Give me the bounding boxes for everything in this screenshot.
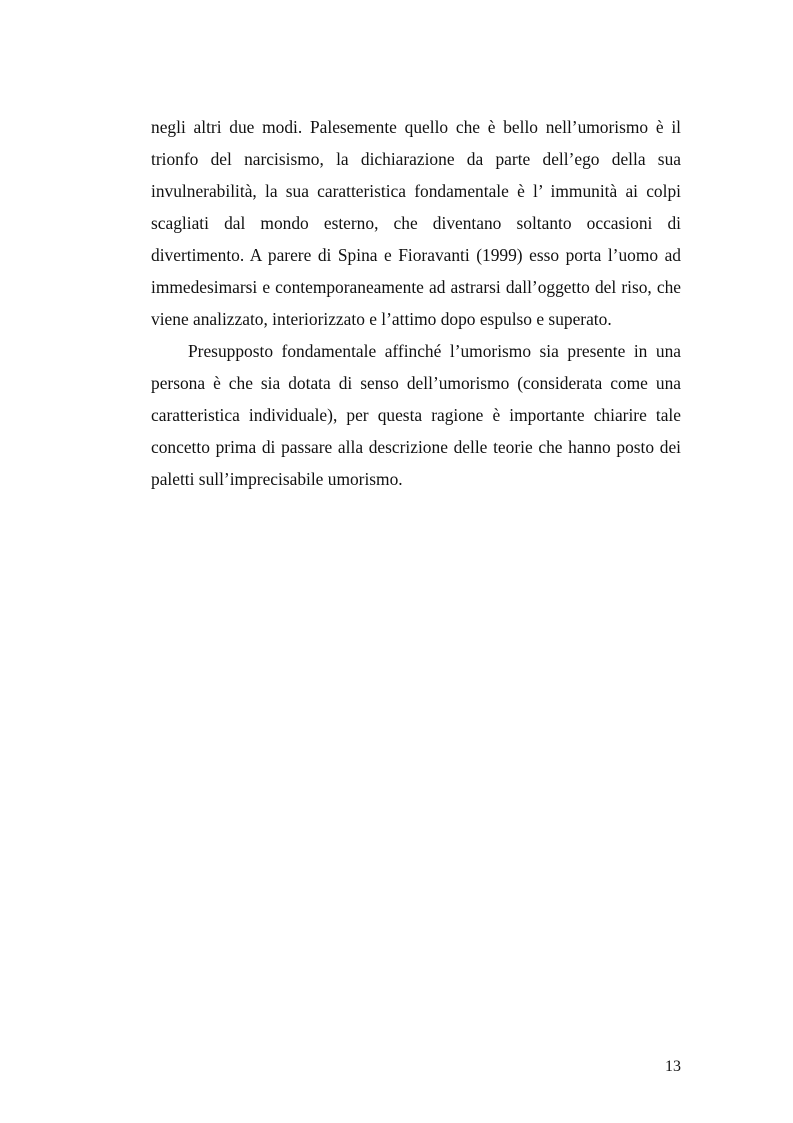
paragraph-sense-of-humor: Presupposto fondamentale affinché l’umorismo sia presente in una persona è che sia dotata di senso dell’umorismo (considerata come una caratteristica individuale), per questa ragione è importante chiarire tale concetto prima di passare alla descrizione delle teorie che hanno posto dei paletti sull’imprecisabile umorismo. xyxy=(151,341,681,489)
page-number: 13 xyxy=(665,1058,681,1075)
body-text xyxy=(151,111,681,495)
paragraph-continuation: negli altri due modi. Palesemente quello che è bello nell’umorismo è il trionfo del narcisismo, la dichiarazione da parte dell’ego della sua invulnerabilità, la sua caratteristica fondamentale è l’ immunità ai colpi scagliati dal mondo esterno, che diventano soltanto occasioni di divertimento. A parere di Spina e Fioravanti (1999) esso porta l’uomo ad immedesimarsi e contemporaneamente ad astrarsi dall’oggetto del riso, che viene analizzato, interiorizzato e l’attimo dopo espulso e superato. xyxy=(151,117,681,329)
